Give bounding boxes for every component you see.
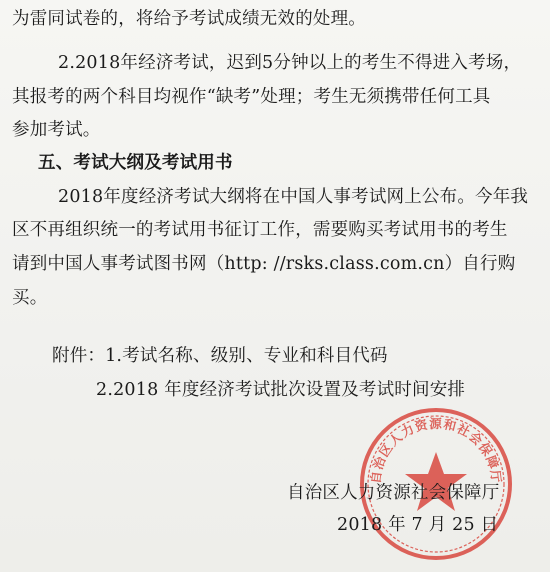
body-line-3: 其报考的两个科目均视作“缺考”处理；考生无须携带任何工具 <box>12 87 491 107</box>
issue-date: 2018 年 7 月 25 日 <box>337 515 499 535</box>
attachment-1: 附件：1.考试名称、级别、专业和科目代码 <box>52 346 388 366</box>
attachment-2: 2.2018 年度经济考试批次设置及考试时间安排 <box>96 380 466 400</box>
issuer-name: 自治区人力资源社会保障厅 <box>287 483 500 503</box>
seal-text: 自治区人力资源和社会保障厅 <box>367 416 505 485</box>
body-line-9: 买。 <box>12 288 48 308</box>
body-line-4: 参加考试。 <box>12 120 101 140</box>
body-line-7: 区不再组织统一的考试用书征订工作，需要购买考试用书的考生 <box>12 220 508 240</box>
body-line-2: 2.2018年经济考试，迟到5分钟以上的考生不得进入考场， <box>58 53 522 73</box>
body-line-8: 请到中国人事考试图书网（http: //rsks.class.com.cn）自行购 <box>12 254 516 274</box>
section-heading: 五、考试大纲及考试用书 <box>38 153 233 173</box>
body-line-6: 2018年度经济考试大纲将在中国人事考试网上公布。今年我 <box>58 187 529 207</box>
body-line-1: 为雷同试卷的，将给予考试成绩无效的处理。 <box>12 9 366 29</box>
